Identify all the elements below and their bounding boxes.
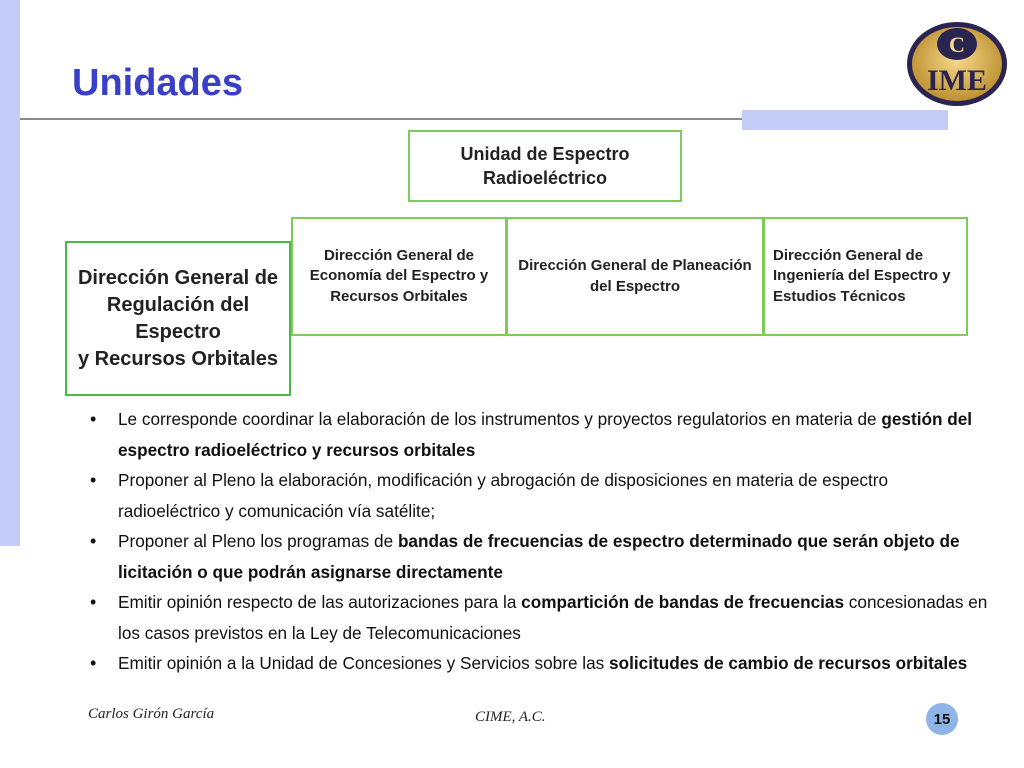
bullet-text: Le corresponde coordinar la elaboración de los instrumentos y proyectos regulatorios en materia de	[118, 409, 882, 429]
bullet-emphasis: bandas de frecuencias de espectro determinado que serán objeto de licitación o que podrán asignarse directamente	[118, 531, 960, 582]
footer-organization: CIME, A.C.	[475, 709, 546, 725]
unit-line: Estudios Técnicos	[773, 287, 906, 305]
unit-box-espectro	[408, 130, 682, 202]
unit-line: Dirección General de Planeación	[518, 257, 752, 275]
bullet-emphasis: solicitudes de cambio de recursos orbitales	[609, 653, 968, 673]
unit-line: Dirección General de	[323, 247, 475, 265]
unit-box-ingenieria	[763, 217, 968, 336]
bullet-item	[90, 404, 990, 465]
unit-box-economia	[291, 217, 507, 336]
divider-accent-block	[742, 110, 948, 130]
bullet-item	[90, 465, 990, 526]
unit-box-planeacion	[506, 217, 764, 336]
unit-line: Recursos Orbitales	[330, 287, 468, 305]
cime-logo	[904, 14, 1010, 108]
bullet-text-after: concesionadas en los casos previstos en la Ley de Telecomunicaciones	[118, 592, 988, 643]
footer-author: Carlos Girón García	[88, 706, 215, 722]
unit-box-regulacion	[65, 241, 291, 396]
left-accent-bar	[0, 0, 20, 546]
logo-letter-c: C	[949, 32, 965, 57]
unit-line: Dirección General de	[77, 266, 279, 289]
unit-line: Ingeniería del Espectro y	[773, 267, 951, 285]
bullet-emphasis: compartición de bandas de frecuencias	[521, 592, 845, 612]
page-number-badge: 15	[926, 703, 958, 735]
bullet-item	[90, 587, 990, 648]
unit-line: y Recursos Orbitales	[77, 347, 279, 370]
bullet-text: Proponer al Pleno la elaboración, modificación y abrogación de disposiciones en materia de espectro radioeléctrico y comunicación vía satélite;	[118, 470, 889, 521]
bullet-item	[90, 648, 990, 679]
unit-line: Economía del Espectro y	[309, 267, 489, 285]
unit-line: del Espectro	[589, 277, 681, 295]
bullet-text: Emitir opinión a la Unidad de Concesiones y Servicios sobre las	[118, 653, 610, 673]
unit-line: Regulación del Espectro	[106, 293, 250, 343]
slide-title: Unidades	[72, 62, 244, 104]
logo-letters-ime: IME	[927, 64, 987, 97]
bullet-emphasis: gestión del espectro radioeléctrico y recursos orbitales	[118, 409, 973, 460]
unit-line: Unidad de Espectro	[460, 143, 630, 164]
unit-line: Dirección General de	[773, 247, 924, 265]
bullet-item	[90, 526, 990, 587]
bullet-text: Emitir opinión respecto de las autorizaciones para la	[118, 592, 522, 612]
unit-line: Radioeléctrico	[482, 168, 608, 188]
bullet-text: Proponer al Pleno los programas de	[118, 531, 398, 551]
responsibilities-list	[90, 404, 990, 679]
